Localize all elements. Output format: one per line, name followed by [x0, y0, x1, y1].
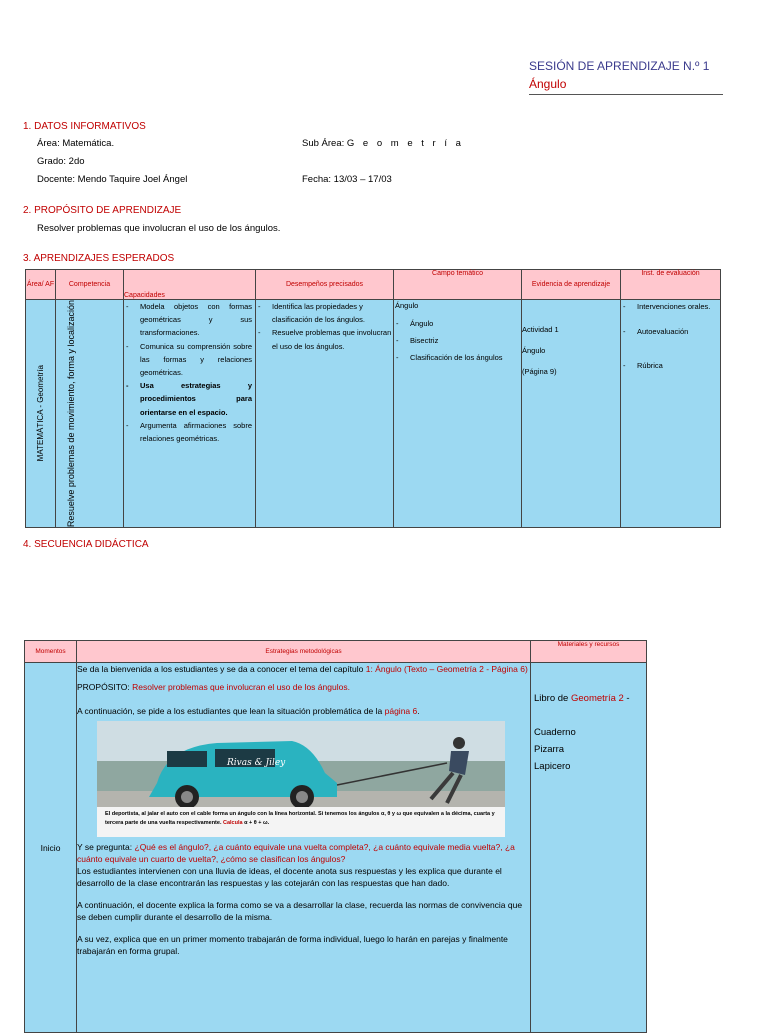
materiales-cell — [531, 663, 647, 1033]
capacidad-item: - Usa estrategias y procedimientos para orientarse en el espacio. — [126, 381, 252, 417]
col-inst: Inst. de evaluación — [621, 270, 721, 300]
desempenos-cell — [256, 300, 394, 528]
campo-item: - Ángulo — [396, 319, 434, 328]
paragraph: A continuación, se pide a los estudiantes que lean la situación problemática de la página 6. — [77, 706, 420, 716]
area-cell — [26, 300, 56, 528]
subarea-value: G e o m e t r í a — [346, 138, 464, 149]
section3-heading: 3. APRENDIZAJES ESPERADOS — [23, 253, 175, 264]
area-field: Área: Matemática. — [37, 138, 115, 149]
inst-item: - Autoevaluación — [623, 327, 689, 337]
aprendizajes-table — [25, 269, 721, 528]
desempeno-item: - Identifica las propiedades y clasificación de los ángulos. — [258, 302, 365, 325]
proposito-text: Resolver problemas que involucran el uso de los ángulos. — [37, 223, 281, 234]
material-item: Pizarra — [534, 744, 565, 755]
evidencia-line: Actividad 1 — [522, 325, 559, 334]
section1-heading: 1. DATOS INFORMATIVOS — [23, 121, 146, 132]
session-subtitle: Ángulo — [529, 77, 567, 91]
situation-image — [97, 721, 505, 837]
campo-item: - Clasificación de los ángulos — [396, 353, 503, 363]
area-value: MATEMÁTICA - Geometría — [36, 365, 45, 462]
col-campo: Campo temático — [394, 270, 522, 300]
capacidades-cell — [124, 300, 256, 528]
campo-title: Ángulo — [395, 301, 419, 310]
moment-label: Inicio — [40, 842, 61, 853]
inst-item: - Rúbrica — [623, 361, 663, 371]
competencia-value: Resuelve problemas de movimiento, forma y localización — [65, 300, 76, 528]
estrategias-cell — [77, 663, 531, 1033]
paragraph: Los estudiantes intervienen con una lluvia de ideas, el docente anota sus respuestas y les explica que durante el desarrollo de la clase encontrarán las respuestas y las cotejarán con las respuestas que han dado. — [77, 866, 502, 888]
subarea-field — [302, 138, 464, 149]
capacidad-item: - Comunica su comprensión sobre las formas y relaciones geométricas. — [126, 341, 252, 378]
section2-heading: 2. PROPÓSITO DE APRENDIZAJE — [23, 205, 182, 216]
inst-cell — [621, 300, 721, 528]
col-capacidades: Capacidades — [124, 270, 256, 300]
section4-heading: 4. SECUENCIA DIDÁCTICA — [23, 539, 149, 550]
car-brand-text: Rivas & Jiley — [227, 758, 286, 768]
subarea-label: Sub Área: — [302, 138, 345, 149]
docente-field: Docente: Mendo Taquire Joel Ángel — [37, 174, 188, 185]
competencia-cell — [56, 300, 124, 528]
capacidad-item: - Argumenta afirmaciones sobre relaciones geométricas. — [126, 420, 252, 444]
paragraph: A su vez, explica que en un primer momento trabajarán de forma individual, luego lo harán en parejas y finalmente trabajarán en forma grupal. — [77, 934, 508, 956]
evidencia-line: (Página 9) — [522, 367, 557, 376]
col-estrategias: Estrategias metodológicas — [77, 641, 531, 663]
secuencia-table — [24, 640, 647, 1033]
col-competencia: Competencia — [56, 270, 124, 300]
evidencia-line: Ángulo — [522, 346, 546, 355]
material-item: Cuaderno — [534, 727, 576, 738]
session-title: SESIÓN DE APRENDIZAJE N.º 1 — [529, 59, 710, 73]
materials-book: Libro de Geometría 2 - — [534, 693, 630, 704]
grado-field: Grado: 2do — [37, 156, 85, 167]
material-item: Lapicero — [534, 761, 571, 772]
campo-cell — [394, 300, 522, 528]
paragraph: A continuación, el docente explica la forma como se va a desarrollar la clase, recuerda las normas de convivencia que se deben cumplir durante el desarrollo de la misma. — [77, 900, 523, 922]
header-divider — [529, 94, 723, 95]
fecha-field: Fecha: 13/03 – 17/03 — [302, 174, 392, 185]
col-area: Área/ AF — [26, 270, 56, 300]
image-caption: El deportista, al jalar el auto con el cable forma un ángulo con la línea horizontal. Si tenemos los ángulos α, θ y ω que equivalen a la décima, cuarta y tercera parte de una vuelta respectivamente. Calcula α + θ + ω. — [97, 807, 505, 837]
paragraph: Y se pregunta: ¿Qué es el ángulo?, ¿a cuánto equivale una vuelta completa?, ¿a cuánto equivale media vuelta?, ¿a cuánto equivale un cuarto de vuelta?, ¿cómo se clasifican los ángulos? — [77, 842, 515, 864]
campo-item: - Bisectriz — [396, 336, 439, 346]
desempeno-item: - Resuelve problemas que involucran el uso de los ángulos. — [258, 328, 392, 351]
col-evidencia: Evidencia de aprendizaje — [522, 270, 621, 300]
moment-cell — [25, 663, 77, 1033]
col-desempenos: Desempeños precisados — [256, 270, 394, 300]
evidencia-cell — [522, 300, 621, 528]
inst-item: - Intervenciones orales. — [623, 302, 711, 311]
col-materiales: Materiales y recursos — [531, 641, 647, 663]
col-momentos: Momentos — [25, 641, 77, 663]
paragraph: Se da la bienvenida a los estudiantes y se da a conocer el tema del capítulo 1: Ángulo (Texto – Geometría 2 - Página 6) — [77, 664, 528, 674]
paragraph: PROPÓSITO: Resolver problemas que involucran el uso de los ángulos. — [77, 682, 350, 692]
capacidad-item: - Modela objetos con formas geométricas y sus transformaciones. — [126, 302, 252, 338]
